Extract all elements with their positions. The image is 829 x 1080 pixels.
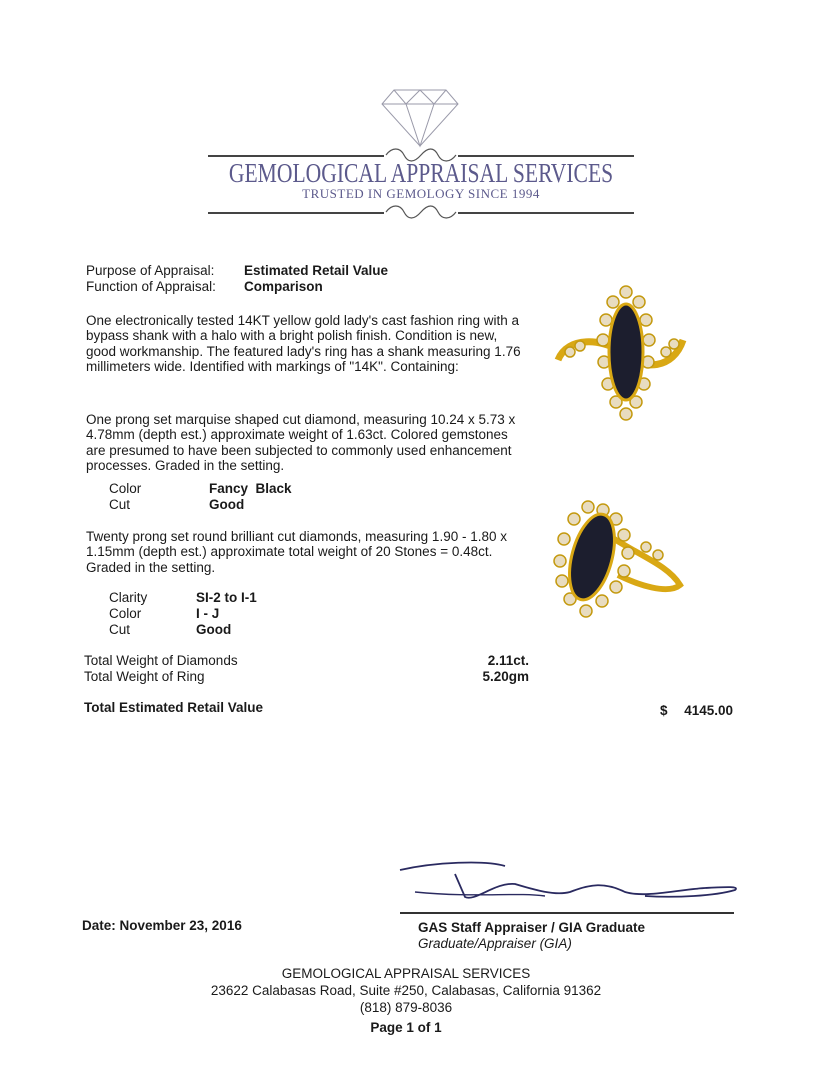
grade-label: Cut (109, 497, 131, 512)
total-ring-value: 5.20gm (482, 669, 529, 684)
purpose-label: Purpose of Appraisal: (86, 263, 215, 278)
total-diamonds-label: Total Weight of Diamonds (84, 653, 238, 668)
total-diamonds-value: 2.11ct. (487, 653, 529, 668)
currency-symbol: $ (660, 703, 668, 718)
diamond-logo-icon (380, 88, 460, 148)
grade-label: Clarity (109, 590, 148, 605)
purpose-value: Estimated Retail Value (244, 263, 389, 278)
appraisal-date: Date: November 23, 2016 (82, 918, 242, 933)
footer-company: GEMOLOGICAL APPRAISAL SERVICES (281, 966, 531, 981)
header-rule-bottom (208, 212, 384, 214)
ring-photo-angle (548, 495, 693, 625)
page-number: Page 1 of 1 (370, 1020, 442, 1035)
header-rule-top (208, 155, 384, 157)
side-stones-description: Twenty prong set round brilliant cut diamonds, measuring 1.90 - 1.80 x 1.15mm (depth est.) approximate total weight of 20 Stones = 0.48ct. Graded in the setting. (86, 529, 507, 575)
appraiser-title: GAS Staff Appraiser / GIA Graduate (418, 920, 646, 935)
appraiser-credential: Graduate/Appraiser (GIA) (418, 936, 572, 951)
center-stone-description: One prong set marquise shaped cut diamond, measuring 10.24 x 5.73 x 4.78mm (depth est.) approximate weight of 1.63ct. Colored gemstones are presumed to have been subjected to commonly used enhancement processes. Graded in the setting. (86, 412, 516, 474)
company-name: GEMOLOGICAL APPRAISAL SERVICES (228, 158, 614, 188)
grade-value: Good (196, 622, 232, 637)
footer-phone: (818) 879-8036 (359, 1000, 453, 1015)
signature-line (400, 912, 734, 914)
grade-label: Color (109, 606, 142, 621)
total-ring-label: Total Weight of Ring (84, 669, 205, 684)
grade-value: SI-2 to I-1 (196, 590, 257, 605)
function-value: Comparison (244, 279, 323, 294)
header-rule-top-right (458, 155, 634, 157)
footer-address: 23622 Calabasas Road, Suite #250, Calabasas, California 91362 (210, 983, 602, 998)
appraiser-signature (395, 852, 745, 912)
total-retail-label: Total Estimated Retail Value (84, 700, 264, 715)
grade-value: I - J (196, 606, 220, 621)
grade-value: Good (209, 497, 245, 512)
function-label: Function of Appraisal: (86, 279, 216, 294)
grade-label: Color (109, 481, 142, 496)
ring-description: One electronically tested 14KT yellow gold lady's cast fashion ring with a bypass shank with a halo with a bright polish finish. Condition is new, good workmanship. The featured lady's ring has a shank measuring 1.76 millimeters wide. Identified with markings of "14K". Containing: (86, 313, 521, 375)
ring-photo-front (548, 280, 693, 425)
grade-value: Fancy Black (209, 481, 292, 496)
company-tagline: TRUSTED IN GEMOLOGY SINCE 1994 (302, 186, 540, 201)
flourish-icon (384, 203, 458, 221)
grade-label: Cut (109, 622, 131, 637)
header-rule-bottom-right (458, 212, 634, 214)
total-retail-value: 4145.00 (684, 703, 733, 718)
